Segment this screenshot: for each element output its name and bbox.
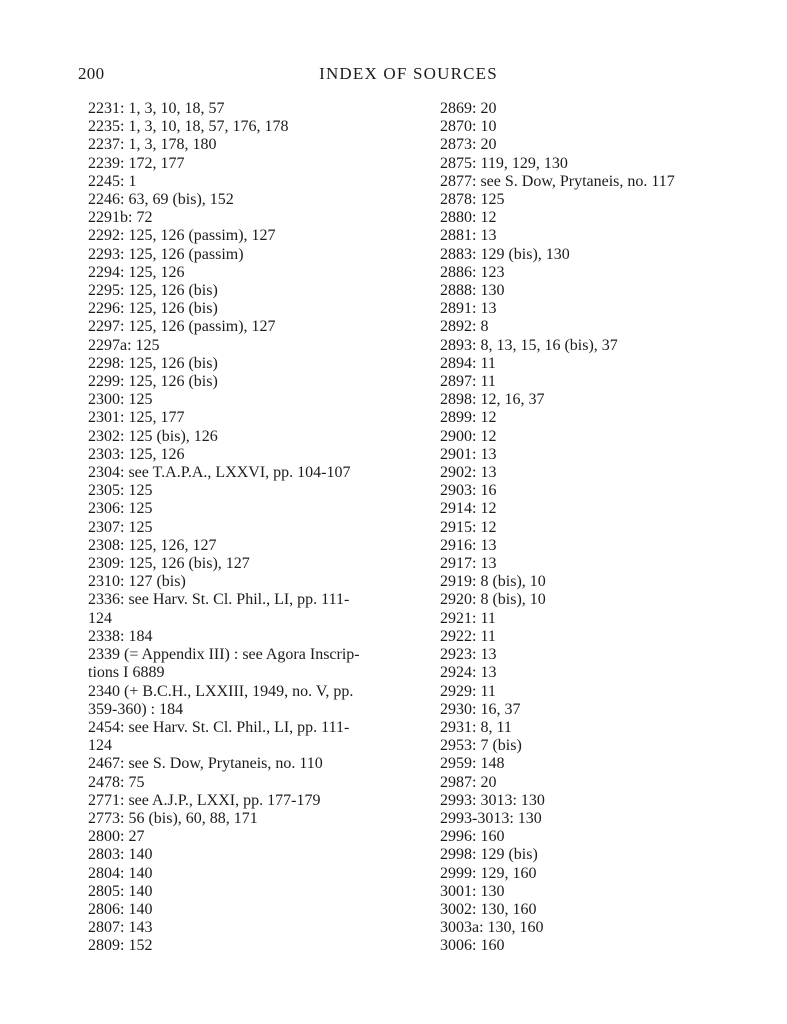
- index-entry: [88, 318, 394, 336]
- index-entry: [88, 519, 394, 537]
- index-entry: [88, 482, 394, 500]
- index-entry: [88, 755, 394, 773]
- inscription-number: 2959:: [440, 755, 477, 773]
- inscription-number: 2805:: [88, 882, 125, 900]
- inscription-number: 2307:: [88, 518, 125, 536]
- inscription-number: 2875:: [440, 154, 477, 172]
- index-entry: [440, 118, 740, 136]
- index-entry: [88, 409, 394, 427]
- index-entry: [88, 919, 394, 937]
- page-references: 125, 126 (bis): [128, 373, 218, 391]
- inscription-number: 2993-3013:: [440, 809, 514, 827]
- page-references: 13: [480, 555, 497, 573]
- inscription-number: 2297:: [88, 318, 125, 336]
- inscription-number: 2999:: [440, 864, 477, 882]
- inscription-number: 2898:: [440, 391, 477, 409]
- index-entry: [440, 901, 740, 919]
- inscription-number: 2987:: [440, 773, 477, 791]
- index-entry: [88, 246, 394, 264]
- inscription-number: 2302:: [88, 427, 125, 445]
- page-references: 124: [88, 737, 112, 755]
- index-entry: [88, 155, 394, 173]
- inscription-number: 2902:: [440, 464, 477, 482]
- page-references: 11: [480, 682, 496, 700]
- page-references: 125, 126 (passim), 127: [128, 318, 276, 336]
- inscription-number: 2921:: [440, 609, 477, 627]
- inscription-number: 2339: [88, 646, 120, 664]
- inscription-number: 2340: [88, 682, 120, 700]
- index-entry: [88, 883, 394, 901]
- running-title: INDEX OF SOURCES: [319, 64, 498, 83]
- index-entry: [440, 155, 740, 173]
- inscription-number: 2891:: [440, 300, 477, 318]
- page-references: 123: [480, 263, 505, 281]
- index-entry: [88, 865, 394, 883]
- page-references: 10: [480, 118, 497, 136]
- inscription-number: 2245:: [88, 172, 125, 190]
- inscription-number: 2901:: [440, 445, 477, 463]
- index-entry-continuation: [88, 610, 394, 628]
- inscription-number: 2771:: [88, 791, 125, 809]
- inscription-number: 2993:: [440, 791, 477, 809]
- index-entry: [440, 737, 740, 755]
- inscription-number: 2298:: [88, 354, 125, 372]
- page-references: 8, 11: [480, 718, 512, 736]
- index-entry: [440, 701, 740, 719]
- page-references: 152: [128, 937, 153, 955]
- index-entry-continuation: [88, 664, 394, 682]
- inscription-number: 2296:: [88, 300, 125, 318]
- index-entry: [88, 264, 394, 282]
- inscription-number: 2886:: [440, 263, 477, 281]
- page-references: 172, 177: [128, 154, 185, 172]
- page-references: 140: [128, 864, 153, 882]
- index-entry: [440, 173, 740, 191]
- index-entry-continuation: [88, 737, 394, 755]
- index-entry: [440, 683, 740, 701]
- index-entry: [440, 391, 740, 409]
- index-entry: [88, 191, 394, 209]
- index-entry: [440, 810, 740, 828]
- inscription-number: 2303:: [88, 445, 125, 463]
- index-entry: [88, 628, 394, 646]
- inscription-number: 2306:: [88, 500, 125, 518]
- index-entry: [440, 610, 740, 628]
- page-references: 125: [128, 391, 153, 409]
- page-references: see Harv. St. Cl. Phil., LI, pp. 111-: [128, 718, 350, 736]
- index-entry: [88, 810, 394, 828]
- inscription-number: 2883:: [440, 245, 477, 263]
- page-references: 11: [480, 373, 496, 391]
- index-entry: [440, 537, 740, 555]
- inscription-number: 2996:: [440, 828, 477, 846]
- index-entry: [440, 428, 740, 446]
- inscription-number: 2931:: [440, 718, 477, 736]
- inscription-number: 2231:: [88, 100, 125, 117]
- index-entry: [440, 591, 740, 609]
- page-references: 125, 126 (bis): [128, 354, 218, 372]
- index-entry: [88, 355, 394, 373]
- page-references: see S. Dow, Prytaneis, no. 110: [128, 755, 323, 773]
- index-entry: [88, 428, 394, 446]
- index-entry: [88, 555, 394, 573]
- inscription-number: 2919:: [440, 573, 477, 591]
- page-references: 125: [128, 482, 153, 500]
- inscription-number: 2235:: [88, 118, 125, 136]
- inscription-number: 3003a:: [440, 919, 484, 937]
- inscription-number: 2309:: [88, 555, 125, 573]
- page-references: 125: [480, 191, 505, 209]
- index-entry: [440, 519, 740, 537]
- index-entry: [88, 391, 394, 409]
- page-references: 8, 13, 15, 16 (bis), 37: [480, 336, 618, 354]
- index-entry: [88, 100, 394, 118]
- page-references: 125, 126 (bis): [128, 282, 218, 300]
- inscription-number: 2878:: [440, 191, 477, 209]
- inscription-number: 2900:: [440, 427, 477, 445]
- index-entry-continuation: [88, 701, 394, 719]
- index-entry: [88, 464, 394, 482]
- page-references: 125: [128, 518, 153, 536]
- index-entry: [88, 646, 394, 664]
- page-references: 56 (bis), 60, 88, 171: [128, 809, 258, 827]
- index-entry: [440, 482, 740, 500]
- inscription-number: 2800:: [88, 828, 125, 846]
- page-references: 125: [128, 500, 153, 518]
- page-references: see A.J.P., LXXI, pp. 177-179: [128, 791, 321, 809]
- page-references: 124: [88, 609, 112, 627]
- index-column-right: [440, 100, 740, 956]
- page-references: 125, 177: [128, 409, 185, 427]
- inscription-number: 2291b:: [88, 209, 133, 227]
- inscription-number: 2804:: [88, 864, 125, 882]
- index-entry: [88, 500, 394, 518]
- page-references: 160: [480, 828, 505, 846]
- inscription-number: 2292:: [88, 227, 125, 245]
- index-entry: [440, 883, 740, 901]
- page-references: see S. Dow, Prytaneis, no. 117: [480, 172, 675, 190]
- page-references: 13: [480, 300, 497, 318]
- page-references: (+ B.C.H., LXXIII, 1949, no. V, pp.: [124, 682, 354, 700]
- index-entry: [88, 227, 394, 245]
- index-entry: [88, 573, 394, 591]
- page-references: 16, 37: [480, 700, 521, 718]
- inscription-number: 2293:: [88, 245, 125, 263]
- page-references: 75: [128, 773, 145, 791]
- inscription-number: 2773:: [88, 809, 125, 827]
- page-references: 125, 126: [128, 445, 185, 463]
- index-entry: [88, 173, 394, 191]
- inscription-number: 2454:: [88, 718, 125, 736]
- inscription-number: 2297a:: [88, 336, 132, 354]
- inscription-number: 2892:: [440, 318, 477, 336]
- inscription-number: 2301:: [88, 409, 125, 427]
- inscription-number: 2915:: [440, 518, 477, 536]
- page-references: 12: [480, 500, 497, 518]
- inscription-number: 2478:: [88, 773, 125, 791]
- inscription-number: 2870:: [440, 118, 477, 136]
- index-entry: [440, 646, 740, 664]
- page-references: 125: [135, 336, 160, 354]
- index-entry: [440, 373, 740, 391]
- page-references: 13: [480, 445, 497, 463]
- index-entry: [440, 282, 740, 300]
- inscription-number: 2903:: [440, 482, 477, 500]
- index-entry: [88, 118, 394, 136]
- inscription-number: 2809:: [88, 937, 125, 955]
- index-entry: [88, 901, 394, 919]
- page-references: 7 (bis): [480, 737, 522, 755]
- page-references: 12: [480, 209, 497, 227]
- page-references: 72: [136, 209, 153, 227]
- index-entry: [440, 755, 740, 773]
- inscription-number: 2917:: [440, 555, 477, 573]
- index-entry: [440, 409, 740, 427]
- page-references: 130: [480, 282, 505, 300]
- index-entry: [88, 373, 394, 391]
- index-entry: [440, 227, 740, 245]
- inscription-number: 2930:: [440, 700, 477, 718]
- index-entry: [440, 355, 740, 373]
- page-references: see Harv. St. Cl. Phil., LI, pp. 111-: [128, 591, 350, 609]
- page-references: 1, 3, 178, 180: [128, 136, 217, 154]
- page-references: 12: [480, 427, 497, 445]
- inscription-number: 2807:: [88, 919, 125, 937]
- page-references: 125, 126 (bis): [128, 300, 218, 318]
- index-entry: [440, 136, 740, 154]
- inscription-number: 2998:: [440, 846, 477, 864]
- index-entry: [440, 300, 740, 318]
- page-references: 125, 126 (bis), 127: [128, 555, 250, 573]
- index-entry: [440, 264, 740, 282]
- inscription-number: 2924:: [440, 664, 477, 682]
- page-references: 359-360) : 184: [88, 700, 184, 718]
- inscription-number: 2239:: [88, 154, 125, 172]
- inscription-number: 3001:: [440, 882, 477, 900]
- page-references: 119, 129, 130: [480, 154, 568, 172]
- index-entry: [88, 282, 394, 300]
- page-references: 127 (bis): [128, 573, 186, 591]
- page-references: 129 (bis), 130: [480, 245, 570, 263]
- inscription-number: 2295:: [88, 282, 125, 300]
- page-references: 1, 3, 10, 18, 57: [128, 100, 225, 117]
- page-references: 1, 3, 10, 18, 57, 176, 178: [128, 118, 289, 136]
- inscription-number: 2806:: [88, 900, 125, 918]
- index-entry: [440, 209, 740, 227]
- inscription-number: 2338:: [88, 627, 125, 645]
- page-references: 8: [480, 318, 489, 336]
- page-references: 1: [128, 172, 137, 190]
- index-column-left: [88, 100, 394, 956]
- page-references: 130, 160: [480, 900, 537, 918]
- index-entry: [88, 337, 394, 355]
- page-references: 140: [128, 846, 153, 864]
- page-references: 8 (bis), 10: [480, 591, 546, 609]
- index-entry: [88, 937, 394, 955]
- index-entry: [440, 500, 740, 518]
- page-references: see T.A.P.A., LXXVI, pp. 104-107: [128, 464, 351, 482]
- index-entry: [88, 446, 394, 464]
- inscription-number: 3002:: [440, 900, 477, 918]
- page-references: 27: [128, 828, 145, 846]
- page-references: 3013: 130: [480, 791, 545, 809]
- inscription-number: 2923:: [440, 646, 477, 664]
- page-references: 13: [480, 464, 497, 482]
- page-references: 125, 126 (passim): [128, 245, 244, 263]
- index-entry: [440, 555, 740, 573]
- inscription-number: 2897:: [440, 373, 477, 391]
- index-entry: [440, 628, 740, 646]
- index-entry: [440, 446, 740, 464]
- index-entry: [88, 719, 394, 737]
- inscription-number: 2310:: [88, 573, 125, 591]
- index-entry: [440, 191, 740, 209]
- inscription-number: 2308:: [88, 536, 125, 554]
- index-entry: [88, 300, 394, 318]
- inscription-number: 2894:: [440, 354, 477, 372]
- index-entry: [440, 573, 740, 591]
- inscription-number: 2953:: [440, 737, 477, 755]
- page-references: 129, 160: [480, 864, 537, 882]
- page-references: 20: [480, 773, 497, 791]
- index-entry: [88, 828, 394, 846]
- page-references: 143: [128, 919, 153, 937]
- index-entry: [88, 792, 394, 810]
- index-entry: [88, 591, 394, 609]
- index-entry: [88, 846, 394, 864]
- page-references: 16: [480, 482, 497, 500]
- page-references: 20: [480, 100, 497, 117]
- inscription-number: 2914:: [440, 500, 477, 518]
- inscription-number: 2304:: [88, 464, 125, 482]
- page-references: 125, 126 (passim), 127: [128, 227, 276, 245]
- index-entry: [440, 919, 740, 937]
- page-references: 63, 69 (bis), 152: [128, 191, 234, 209]
- page-references: 12: [480, 518, 497, 536]
- page-references: 125 (bis), 126: [128, 427, 218, 445]
- index-entry: [440, 828, 740, 846]
- inscription-number: 2922:: [440, 627, 477, 645]
- index-entry: [440, 318, 740, 336]
- index-entry: [440, 865, 740, 883]
- index-entry: [440, 664, 740, 682]
- inscription-number: 2880:: [440, 209, 477, 227]
- index-entry: [440, 846, 740, 864]
- inscription-number: 2920:: [440, 591, 477, 609]
- page-references: 13: [480, 664, 497, 682]
- page-references: 125, 126, 127: [128, 536, 217, 554]
- inscription-number: 2873:: [440, 136, 477, 154]
- index-entry: [440, 937, 740, 955]
- inscription-number: 2246:: [88, 191, 125, 209]
- index-entry: [440, 337, 740, 355]
- inscription-number: 2888:: [440, 282, 477, 300]
- index-entry: [440, 719, 740, 737]
- page-references: 8 (bis), 10: [480, 573, 546, 591]
- index-entry: [440, 464, 740, 482]
- page-references: 13: [480, 646, 497, 664]
- inscription-number: 2916:: [440, 536, 477, 554]
- inscription-number: 2336:: [88, 591, 125, 609]
- page-references: (= Appendix III) : see Agora Inscrip-: [124, 646, 360, 664]
- inscription-number: 2467:: [88, 755, 125, 773]
- page-references: 160: [480, 937, 505, 955]
- page-references: 130, 160: [487, 919, 544, 937]
- inscription-number: 2899:: [440, 409, 477, 427]
- inscription-number: 2929:: [440, 682, 477, 700]
- index-entry: [88, 537, 394, 555]
- inscription-number: 2300:: [88, 391, 125, 409]
- index-entry: [88, 209, 394, 227]
- inscription-number: 3006:: [440, 937, 477, 955]
- page-references: 140: [128, 900, 153, 918]
- inscription-number: 2237:: [88, 136, 125, 154]
- index-entry: [88, 136, 394, 154]
- page-references: 13: [480, 227, 497, 245]
- page-references: tions I 6889: [88, 664, 165, 682]
- index-entry: [440, 100, 740, 118]
- inscription-number: 2299:: [88, 373, 125, 391]
- inscription-number: 2877:: [440, 172, 477, 190]
- page-references: 12: [480, 409, 497, 427]
- index-entry: [440, 792, 740, 810]
- page-references: 184: [128, 627, 153, 645]
- page-references: 13: [480, 536, 497, 554]
- inscription-number: 2893:: [440, 336, 477, 354]
- index-entry: [88, 683, 394, 701]
- index-entry: [440, 774, 740, 792]
- inscription-number: 2294:: [88, 263, 125, 281]
- inscription-number: 2881:: [440, 227, 477, 245]
- page-references: 11: [480, 627, 496, 645]
- page-references: 125, 126: [128, 263, 185, 281]
- index-entry: [88, 774, 394, 792]
- page-references: 129 (bis): [480, 846, 538, 864]
- page-references: 140: [128, 882, 153, 900]
- index-entry: [440, 246, 740, 264]
- page-references: 20: [480, 136, 497, 154]
- page-references: 130: [480, 882, 505, 900]
- page-number: 200: [78, 64, 105, 83]
- page-references: 11: [480, 354, 496, 372]
- inscription-number: 2869:: [440, 100, 477, 117]
- page-references: 12, 16, 37: [480, 391, 545, 409]
- page-references: 11: [480, 609, 496, 627]
- inscription-number: 2305:: [88, 482, 125, 500]
- page-references: 148: [480, 755, 505, 773]
- inscription-number: 2803:: [88, 846, 125, 864]
- page-references: 130: [517, 809, 542, 827]
